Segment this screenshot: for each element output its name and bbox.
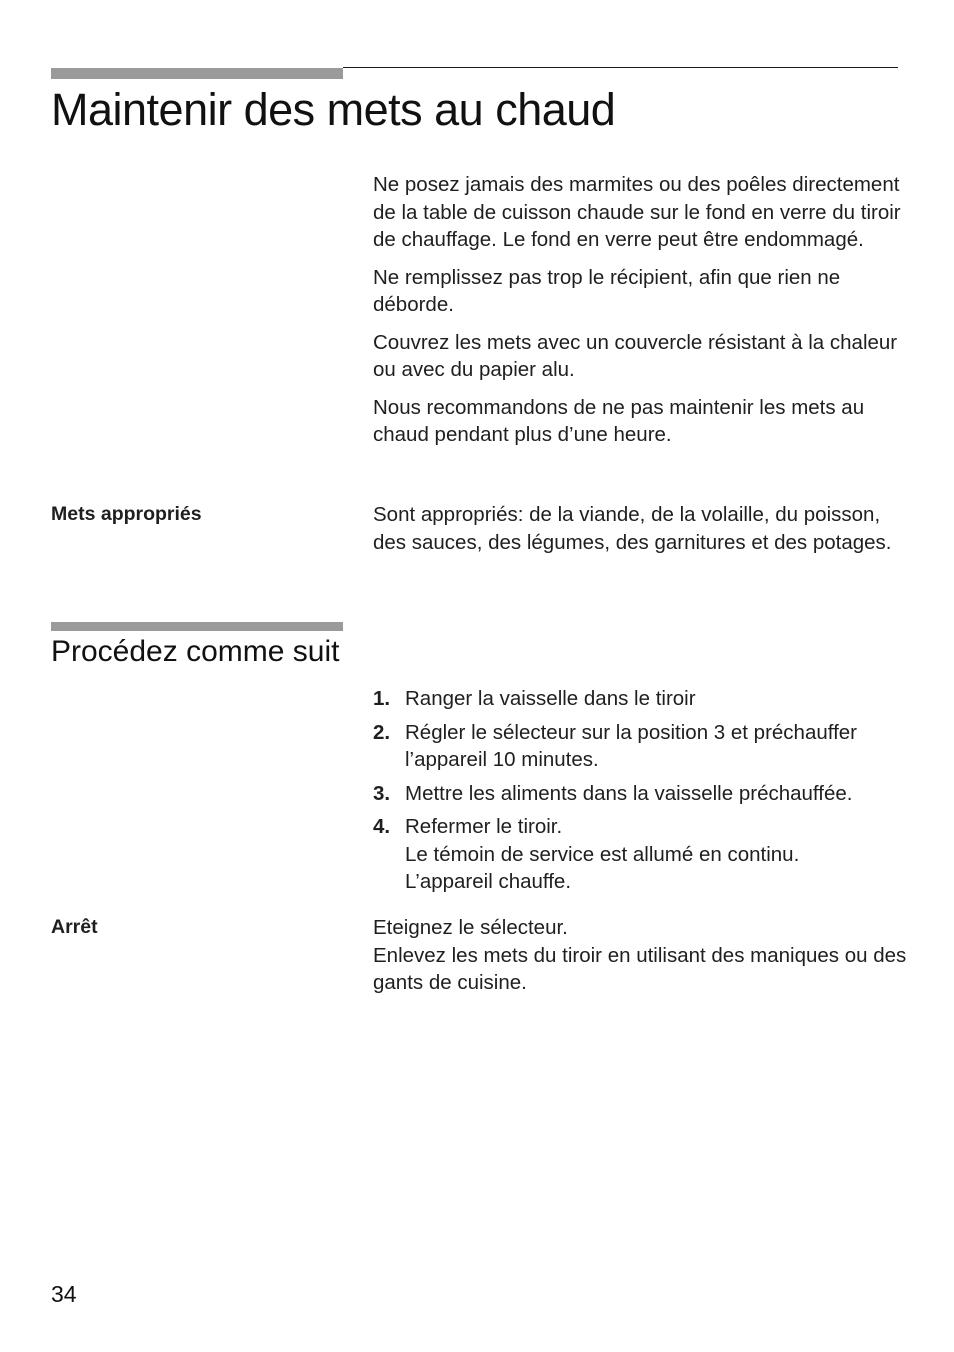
procedure-step: [373, 719, 913, 774]
step-number: 3.: [373, 781, 391, 805]
stop-line: Eteignez le sélecteur.: [373, 916, 568, 939]
suitable-section: [373, 501, 913, 566]
procedure-step: [373, 780, 913, 808]
page-number: 34: [51, 1281, 77, 1307]
header-rule-thick: [51, 68, 343, 79]
procedure-step: [373, 685, 913, 713]
intro-section: [373, 171, 913, 459]
step-line: Ranger la vaisselle dans le tiroir: [405, 687, 696, 710]
procedure-step: [373, 813, 913, 896]
step-text: [405, 780, 913, 808]
stop-label: Arrêt: [51, 916, 98, 938]
procedure-steps: [373, 685, 913, 902]
stop-section: [373, 914, 913, 1007]
stop-text: [373, 914, 913, 997]
step-number: 1.: [373, 687, 391, 710]
suitable-label: Mets appropriés: [51, 503, 202, 525]
step-line: Refermer le tiroir.: [405, 815, 563, 838]
intro-paragraph: Ne remplissez pas trop le récipient, afin que rien ne déborde.: [373, 265, 841, 316]
header-rule-thin: [343, 67, 898, 68]
step-text: [405, 685, 913, 713]
intro-paragraph: Nous recommandons de ne pas maintenir les mets au chaud pendant plus d’une heure.: [373, 395, 865, 446]
page-title: Maintenir des mets au chaud: [51, 84, 616, 135]
step-line: L’appareil chauffe.: [405, 870, 572, 893]
step-text: [405, 813, 913, 896]
step-line: Mettre les aliments dans la vaisselle préchauffée.: [405, 781, 853, 805]
step-number: 2.: [373, 720, 391, 744]
section-title: Procédez comme suit: [51, 635, 340, 668]
intro-paragraph: Ne posez jamais des marmites ou des poêles directement de la table de cuisson chaude sur le fond en verre du tiroir de chauffage. Le fond en verre peut être endommagé.: [373, 173, 901, 251]
step-number: 4.: [373, 815, 391, 838]
step-line: Le témoin de service est allumé en continu.: [405, 842, 800, 866]
intro-paragraph: Couvrez les mets avec un couvercle résistant à la chaleur ou avec du papier alu.: [373, 330, 898, 381]
suitable-text: Sont appropriés: de la viande, de la volaille, du poisson, des sauces, des légumes, des garnitures et des potages.: [373, 503, 892, 554]
step-text: [405, 719, 913, 774]
section-rule: [51, 622, 343, 631]
stop-line: Enlevez les mets du tiroir en utilisant des maniques ou des gants de cuisine.: [373, 943, 907, 994]
step-line: Régler le sélecteur sur la position 3 et préchauffer l’appareil 10 minutes.: [405, 720, 858, 771]
